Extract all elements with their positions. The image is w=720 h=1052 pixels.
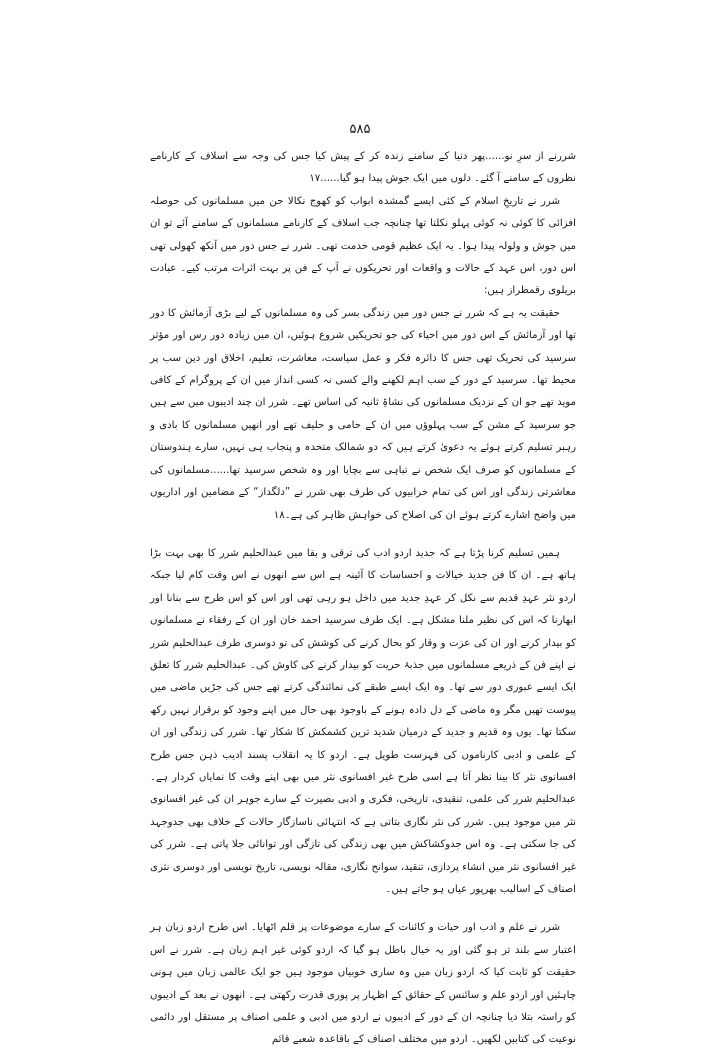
paragraph-1: شررنے از سرِ نو......پھر دنیا کے سامنے زندہ کر کے پیش کیا جس کی وجہ سے اسلاف کے کارنامے نظروں کے سامنے آ گئے۔ دلوں میں ایک جوش پیدا ہو گیا......۱۷ [150,151,576,185]
paragraph-4: ہمیں تسلیم کرنا پڑتا ہے کہ جدید اردو ادب کی ترقی و بقا میں عبدالحلیم شرر کا بھی بہت بڑا ہاتھ ہے۔ ان کا فن جدید خیالات و احساسات کا آئینہ ہے اس سے انھوں نے اس وقت کام لیا جبکہ اردو نثر عہدِ قدیم سے نکل کر عہدِ جدید میں داخل ہو رہی تھی اور اس کو اس طرح سے بنانا اور ابھارنا کہ اس کی نظیر ملنا مشکل ہے۔ ایک طرف سرسید احمد خان اور ان کے رفقاء نے مسلمانوں کو بیدار کرنے اور ان کی عزت و وقار کو بحال کرنے کی کوشش کی تو دوسری طرف عبدالحلیم شرر نے اپنے فن کے ذریعے مسلمانوں میں جذبۂ حریت کو بیدار کرنے کی کاوش کی۔ عبدالحلیم شرر کا تعلق ایک ایسے عبوری دور سے تھا۔ وہ ایک ایسے طبقے کی نمائندگی کرتے تھے جس کی جڑیں ماضی میں پیوست تھیں مگر وہ ماضی کے دل دادہ ہونے کے باوجود بھی حال میں اپنے وجود کو برقرار نہیں رکھ سکتا تھا۔ یوں وہ قدیم و جدید کے درمیان شدید ترین کشمکش کا شکار تھا۔ شرر کی زندگی اور ان کے علمی و ادبی کارناموں کی فہرست طویل ہے۔ اردو کا یہ انقلاب پسند ادیب ذہن جس طرح افسانوی نثر کا بینا نظر آتا ہے اسی طرح غیر افسانوی نثر میں بھی اپنے وقت کا نمایاں کردار ہے۔ عبدالحلیم شرر کی علمی، تنقیدی، تاریخی، فکری و ادبی بصیرت کے سارے جوہر ان کی غیر افسانوی نثر میں موجود ہیں۔ شرر کی نثر نگاری بتاتی ہے کہ انتہائی ناسازگار حالات کے خلاف بھی جدوجہد کی جا سکتی ہے۔ وہ اس جدوکشاکش میں بھی زندگی کی تازگی اور توانائی جلا پاتی ہے۔ شرر کی غیر افسانوی نثر میں انشاء پردازی، تنقید، سوانح نگاری، مقالہ نویسی، تاریخ نویسی اور دوسری نثری اصناف کے اسالیب بھرپور عیاں ہو جاتے ہیں۔ [150,547,576,895]
page-number: ۵۸۵ [349,122,371,137]
paragraph-5: شرر نے علم و ادب اور حیات و کائنات کے سارے موضوعات پر قلم اٹھایا۔ اس طرح اردو زبان ہر اعتبار سے بلند تر ہو گئی اور یہ خیال باطل ہو گیا کہ اردو کوئی غیر اہم زبان ہے۔ شرر نے اس حقیقت کو ثابت کیا کہ اردو زبان میں وہ ساری خوبیاں موجود ہیں جو ایک عالمی زبان میں ہونی چاہئیں اور اردو علم و سائنس کے حقائق کے اظہار پر پوری قدرت رکھتی ہے۔ انھوں نے بعد کے ادیبوں کو راستہ بتلا دیا چنانچہ ان کے دور کے ادیبوں نے اردو میں ادبی و علمی اصناف پر مستقل اور دائمی نوعیت کی کتابیں لکھیں۔ اردو میں مختلف اصناف کے باقاعدہ شعبے قائم [150,922,576,1046]
quotation-paragraph: حقیقت یہ ہے کہ شرر نے جس دور میں زندگی بسر کی وہ مسلمانوں کے لیے بڑی آزمائش کا دور تھا اور آزمائش کے اس دور میں احیاء کی جو تحریکیں شروع ہوئیں، ان میں زیادہ دور رس اور مؤثر سرسید کی تحریک تھی جس کا دائرہ فکر و عمل سیاست، معاشرت، تعلیم، اخلاق اور دین سب پر محیط تھا۔ سرسید کے دور کے سب اہم لکھنے والے کسی نہ کسی انداز میں ان کے پروگرام کے کافی موید تھے جو ان کے نزدیک مسلمانوں کی نشاۃِ ثانیہ کی اساس تھے۔ شرر ان چند ادیبوں میں سے ہیں جو سرسید کے مشن کے سب پہلوؤں میں ان کے حامی و حلیف تھے اور انھیں مسلمانوں کا بادی و رہبر تسلیم کرتے ہوئے یہ دعویٰ کرتے ہیں کہ دو شمالک متحدہ و پنجاب ہی نہیں، سارے ہندوستان کے مسلمانوں کو صرف ایک شخص نے تباہی سے بچایا اور وہ شخص سرسید تھا......مسلمانوں کی معاشرتی زندگی اور اس کی تمام خرابیوں کی طرف بھی شرر نے ”دلگداز“ کے مضامین اور اداریوں میں واضح اشارے کرتے ہوئے ان کی اصلاح کی خواہش ظاہر کی ہے۔۱۸ [150,307,576,521]
paragraph-2: شرر نے تاریخِ اسلام کے کئی ایسے گمشدہ ابواب کو کھوج نکالا جن میں مسلمانوں کی حوصلہ افزائی کا کوئی نہ کوئی پہلو نکلتا تھا چنانچہ جب اسلاف کے کارنامے مسلمانوں کے سامنے آئے تو ان میں جوش و ولولہ پیدا ہوا۔ یہ ایک عظیم قومی خدمت تھی۔ شرر نے جس دور میں آنکھ کھولی تھی اس دور، اس عہد کے حالات و واقعات اور تحریکوں نے آپ کے فن پر بہت اثرات مرتب کیے۔ عبادت بریلوی رقمطراز ہیں: [150,195,576,297]
body-text [150,146,576,1052]
